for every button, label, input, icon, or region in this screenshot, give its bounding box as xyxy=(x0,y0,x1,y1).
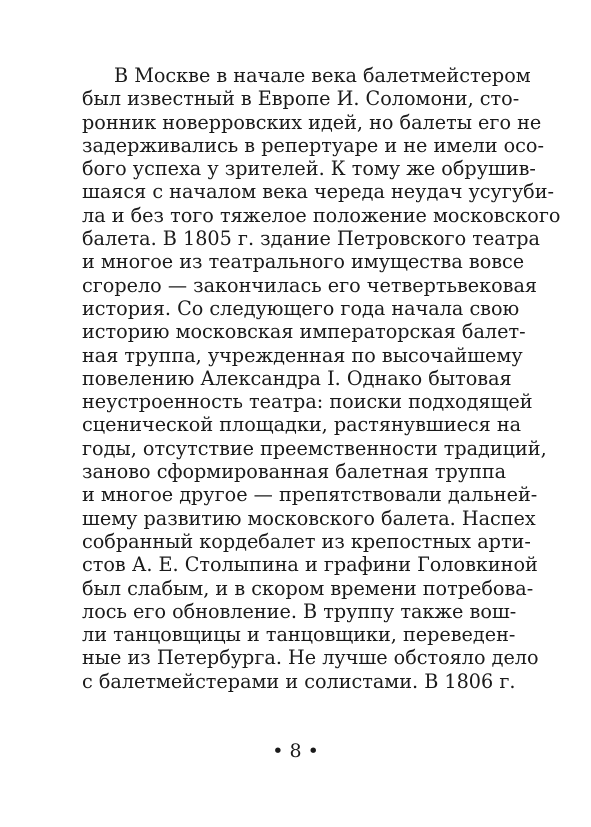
text-line: собранный кордебалет из крепостных арти- xyxy=(82,529,531,553)
text-line: ная труппа, учрежденная по высочайшему xyxy=(82,343,523,367)
text-line: история. Со следующего года начала свою xyxy=(82,296,520,320)
text-line: стов А. Е. Столыпина и графини Головкиной xyxy=(82,553,538,577)
page-number: • 8 • xyxy=(272,740,319,762)
text-line: годы, отсутствие преемственности традиций, xyxy=(82,436,547,460)
text-line: и многое из театрального имущества вовсе xyxy=(82,250,525,274)
body-paragraph xyxy=(82,64,561,693)
text-line: В Москве в начале века балетмейстером xyxy=(114,64,531,87)
text-line: ронник новерровских идей, но балеты его не xyxy=(82,110,542,134)
text-line: был слабым, и в скором времени потребова- xyxy=(82,576,534,600)
text-line: был известный в Европе И. Соломони, сто- xyxy=(82,87,520,111)
text-line: ли танцовщицы и танцовщики, переведен- xyxy=(82,623,516,647)
text-line: ла и без того тяжелое положение московского xyxy=(82,203,561,227)
text-line: шаяся с началом века череда неудач усугуби- xyxy=(82,180,554,204)
text-line: неустроенность театра: поиски подходящей xyxy=(82,390,533,414)
text-line: сценической площадки, растянувшиеся на xyxy=(82,413,522,437)
text-line: заново сформированная балетная труппа xyxy=(82,460,507,484)
text-line: повелению Александра I. Однако бытовая xyxy=(82,366,512,390)
text-line: балета. В 1805 г. здание Петровского театра xyxy=(82,227,540,251)
text-line: и многое другое — препятствовали дальней- xyxy=(82,483,538,507)
text-line: ные из Петербурга. Не лучше обстояло дело xyxy=(82,646,539,670)
text-line: бого успеха у зрителей. К тому же обрушив- xyxy=(82,157,536,181)
text-line: шему развитию московского балета. Наспех xyxy=(82,506,536,530)
text-line: историю московская императорская балет- xyxy=(82,320,526,344)
text-line: с балетмейстерами и солистами. В 1806 г. xyxy=(82,669,516,693)
text-line: лось его обновление. В труппу также вош- xyxy=(82,599,517,623)
text-line: сгорело — закончилась его четвертьвековая xyxy=(82,273,538,297)
text-line: задерживались в репертуаре и не имели осо- xyxy=(82,133,544,157)
